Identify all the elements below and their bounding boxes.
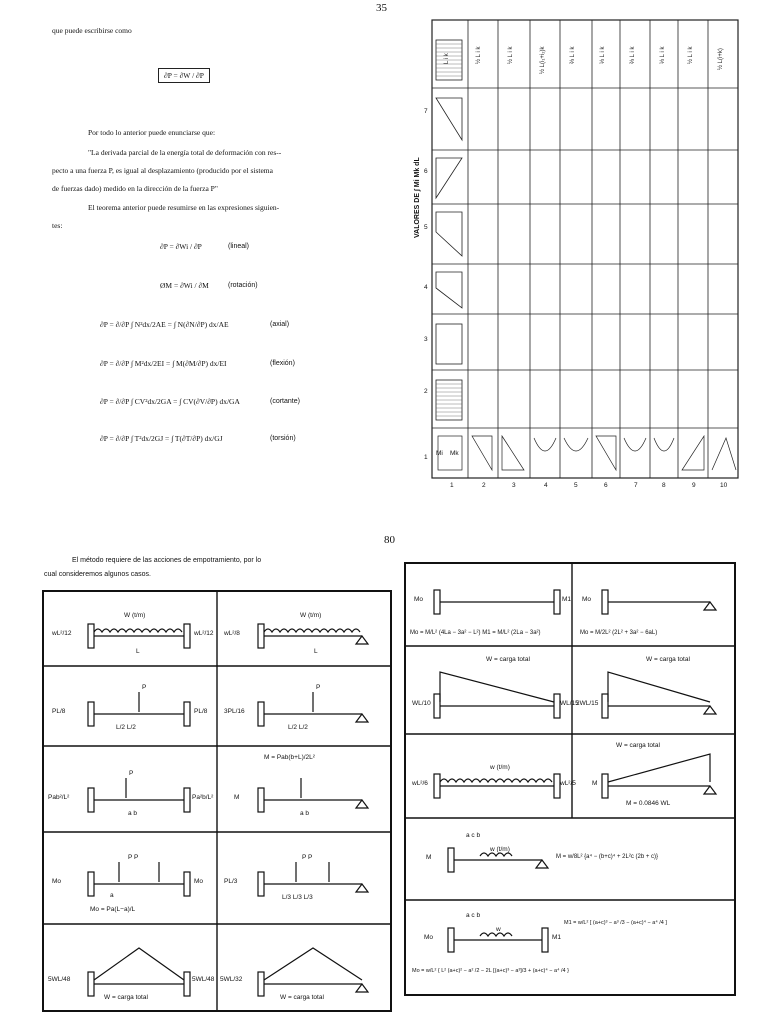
left-case-1-mr: wL²/12 bbox=[194, 630, 214, 637]
left-case-3-mr: PL/8 bbox=[194, 708, 208, 715]
left-case-2-ml: wL²/8 bbox=[224, 630, 240, 637]
left-case-4-span: L/2 L/2 bbox=[288, 724, 308, 731]
bottom-intro-line-2: cual consideremos algunos casos. bbox=[44, 571, 152, 578]
row-number-7: 7 bbox=[634, 482, 638, 489]
right-case-3-mr: WL/15 bbox=[560, 700, 579, 707]
left-cases-grid bbox=[42, 590, 392, 1012]
left-case-8-span: L/3 L/3 L/3 bbox=[282, 894, 313, 901]
left-case-3-span: L/2 L/2 bbox=[116, 724, 136, 731]
integral-table-grid bbox=[420, 18, 742, 484]
left-case-7-mr: Mo bbox=[194, 878, 204, 885]
quote-line-3: de fuerzas dado) medido en la dirección de la fuerza P" bbox=[52, 184, 218, 193]
col-number-1: 1 bbox=[424, 454, 428, 461]
row-number-4: 4 bbox=[544, 482, 548, 489]
left-case-9-load: W = carga total bbox=[104, 994, 148, 1001]
right-case-8-ml: Mo bbox=[424, 934, 434, 941]
page-number-top: 35 bbox=[376, 2, 387, 14]
left-case-7-extra: Mo = Pa(L−a)/L bbox=[90, 906, 136, 913]
left-case-9-mr: 5WL/48 bbox=[192, 976, 215, 983]
left-case-2-span: L bbox=[314, 648, 318, 655]
right-case-1-formula: Mo = M/L² (4La − 3a² − L²) M1 = M/L² (2La − 3a²) bbox=[410, 630, 541, 636]
row-number-3: 3 bbox=[512, 482, 516, 489]
svg-text:½ L(i+k): ½ L(i+k) bbox=[718, 48, 724, 70]
left-case-5-load: P bbox=[129, 770, 134, 777]
row-number-8: 8 bbox=[662, 482, 666, 489]
equation-cortante: ∂P = ∂/∂P ∫ CV²dx/2GA = ∫ CV(∂V/∂P) dx/GA bbox=[100, 397, 240, 406]
col-number-2: 2 bbox=[424, 388, 428, 395]
right-case-4-ml: 2WL/15 bbox=[576, 700, 599, 707]
col-number-3: 3 bbox=[424, 336, 428, 343]
tag-torsion: (torsión) bbox=[270, 435, 296, 442]
svg-text:½ L i k: ½ L i k bbox=[476, 46, 482, 64]
right-case-6-load: W = carga total bbox=[616, 742, 660, 749]
right-case-8-mr: M1 bbox=[552, 934, 562, 941]
table-header-mk: Mk bbox=[450, 450, 459, 457]
right-case-5-load: w (t/m) bbox=[490, 764, 510, 771]
right-case-1-ml: Mo bbox=[414, 596, 424, 603]
left-case-1-load: W (t/m) bbox=[124, 612, 146, 619]
right-case-2-formula: Mo = M/2L² (2L² + 3a² − 6aL) bbox=[580, 630, 658, 636]
svg-text:⅔ L i k: ⅔ L i k bbox=[630, 46, 636, 64]
left-cases-drawing bbox=[44, 592, 390, 1010]
row-number-6: 6 bbox=[604, 482, 608, 489]
col-number-7: 7 bbox=[424, 108, 428, 115]
col-number-5: 5 bbox=[424, 224, 428, 231]
tag-flexion: (flexión) bbox=[270, 360, 295, 367]
right-case-8-load: w bbox=[496, 926, 501, 933]
row-number-10: 10 bbox=[720, 482, 728, 489]
right-case-5-mr: wL²/5 bbox=[560, 780, 576, 787]
svg-text:½ L i k: ½ L i k bbox=[508, 46, 514, 64]
left-case-1-ml: wL²/12 bbox=[52, 630, 72, 637]
tag-axial: (axial) bbox=[270, 321, 290, 328]
bottom-intro-line-1: El método requiere de las acciones de empotramiento, por lo bbox=[72, 557, 262, 564]
left-case-10-ml: 5WL/32 bbox=[220, 976, 243, 983]
paragraph-2-line-2: tes: bbox=[52, 221, 63, 230]
left-case-4-ml: 3PL/16 bbox=[224, 708, 245, 715]
right-case-2-ml: Mo bbox=[582, 596, 592, 603]
right-case-7-span: a c b bbox=[466, 832, 481, 839]
left-case-8-ml: PL/3 bbox=[224, 878, 238, 885]
tag-lineal: (lineal) bbox=[228, 243, 250, 250]
left-case-5-span: a b bbox=[128, 810, 138, 817]
right-cases-grid bbox=[404, 562, 736, 996]
right-cases-drawing bbox=[406, 564, 734, 994]
table-title: VALORES DE ∫ Mi Mk dL bbox=[414, 157, 421, 238]
left-case-7-load: P P bbox=[128, 854, 139, 861]
left-case-6-load: M = Pab(b+L)/2L² bbox=[264, 754, 315, 761]
right-case-6-ml: M bbox=[592, 780, 598, 787]
left-case-5-ml: Pab²/L² bbox=[48, 794, 70, 801]
intro-text: que puede escribirse como bbox=[52, 26, 132, 35]
tag-rotacion: (rotación) bbox=[228, 282, 258, 289]
table-header-mi: Mi bbox=[436, 450, 443, 457]
right-case-7-ml: M bbox=[426, 854, 432, 861]
paragraph-2-line-1: El teorema anterior puede resumirse en las expresiones siguien- bbox=[88, 203, 280, 212]
equation-axial: ∂P = ∂/∂P ∫ N²dx/2AE = ∫ N(∂N/∂P) dx/AE bbox=[100, 320, 229, 329]
right-case-5-ml: wL²/6 bbox=[412, 780, 428, 787]
svg-text:L i k: L i k bbox=[444, 53, 450, 64]
page-number-bottom: 80 bbox=[384, 534, 395, 546]
svg-text:⅔ L i k: ⅔ L i k bbox=[570, 46, 576, 64]
left-case-6-ml: M bbox=[234, 794, 240, 801]
quote-line-1: "La derivada parcial de la energía total de deformación con res-- bbox=[88, 148, 282, 157]
row-number-1: 1 bbox=[450, 482, 454, 489]
equation-torsion: ∂P = ∂/∂P ∫ T²dx/2GJ = ∫ T(∂T/∂P) dx/GJ bbox=[100, 434, 223, 443]
left-case-3-ml: PL/8 bbox=[52, 708, 66, 715]
right-case-1-mr: M1 bbox=[562, 596, 572, 603]
col-number-4: 4 bbox=[424, 284, 428, 291]
left-case-9-ml: 5WL/48 bbox=[48, 976, 71, 983]
left-case-2-load: W (t/m) bbox=[300, 612, 322, 619]
right-case-8-formula: M1 = w/L² [ (a+c)³ − a³ /3 − (a+c)⁴ − a⁴ /4 ] bbox=[564, 920, 667, 926]
left-case-8-load: P P bbox=[302, 854, 313, 861]
left-case-6-span: a b bbox=[300, 810, 310, 817]
quote-line-2: pecto a una fuerza P, es igual al desplazamiento (producido por el sistema bbox=[52, 166, 273, 175]
right-case-6-formula: M = 0.0846 WL bbox=[626, 800, 671, 807]
equation-lineal: ∂P = ∂Wi / ∂P bbox=[160, 242, 202, 251]
svg-text:⅓ L i k: ⅓ L i k bbox=[660, 46, 666, 64]
left-case-3-load: P bbox=[142, 684, 147, 691]
right-case-3-load: W = carga total bbox=[486, 656, 530, 663]
svg-text:⅓ L i k: ⅓ L i k bbox=[600, 46, 606, 64]
right-case-3-ml: WL/10 bbox=[412, 700, 431, 707]
equation-rotacion: ØM = ∂Wi / ∂M bbox=[160, 281, 209, 290]
left-case-4-load: P bbox=[316, 684, 321, 691]
row-number-2: 2 bbox=[482, 482, 486, 489]
row-number-5: 5 bbox=[574, 482, 578, 489]
integral-table bbox=[414, 18, 742, 489]
right-case-7-formula: M = w/8L² {a⁴ − (b+c)⁴ + 2L²c (2b + c)} bbox=[556, 854, 659, 860]
svg-text:½ L i k: ½ L i k bbox=[688, 46, 694, 64]
left-case-7-span: a bbox=[110, 892, 114, 899]
left-case-10-load: W = carga total bbox=[280, 994, 324, 1001]
right-case-7-load: w (t/m) bbox=[490, 846, 510, 853]
boxed-equation: ∂P = ∂W / ∂P bbox=[158, 68, 210, 83]
row-number-9: 9 bbox=[692, 482, 696, 489]
left-case-7-ml: Mo bbox=[52, 878, 62, 885]
svg-text:½ L(i₁+i₂)k: ½ L(i₁+i₂)k bbox=[540, 46, 546, 74]
right-case-8-span: a c b bbox=[466, 912, 481, 919]
left-case-5-mr: Pa²b/L² bbox=[192, 794, 214, 801]
left-case-1-span: L bbox=[136, 648, 140, 655]
col-number-6: 6 bbox=[424, 168, 428, 175]
paragraph-1: Por todo lo anterior puede enunciarse que: bbox=[88, 128, 216, 137]
equation-flexion: ∂P = ∂/∂P ∫ M²dx/2EI = ∫ M(∂M/∂P) dx/EI bbox=[100, 359, 227, 368]
right-case-8-formula2: Mo = w/L² { L² (a+c)² − a² /2 − 2L [(a+c)³ − a³]/3 + (a+c)⁴ − a⁴ /4 } bbox=[412, 968, 569, 974]
tag-cortante: (cortante) bbox=[270, 398, 300, 405]
right-case-4-load: W = carga total bbox=[646, 656, 690, 663]
